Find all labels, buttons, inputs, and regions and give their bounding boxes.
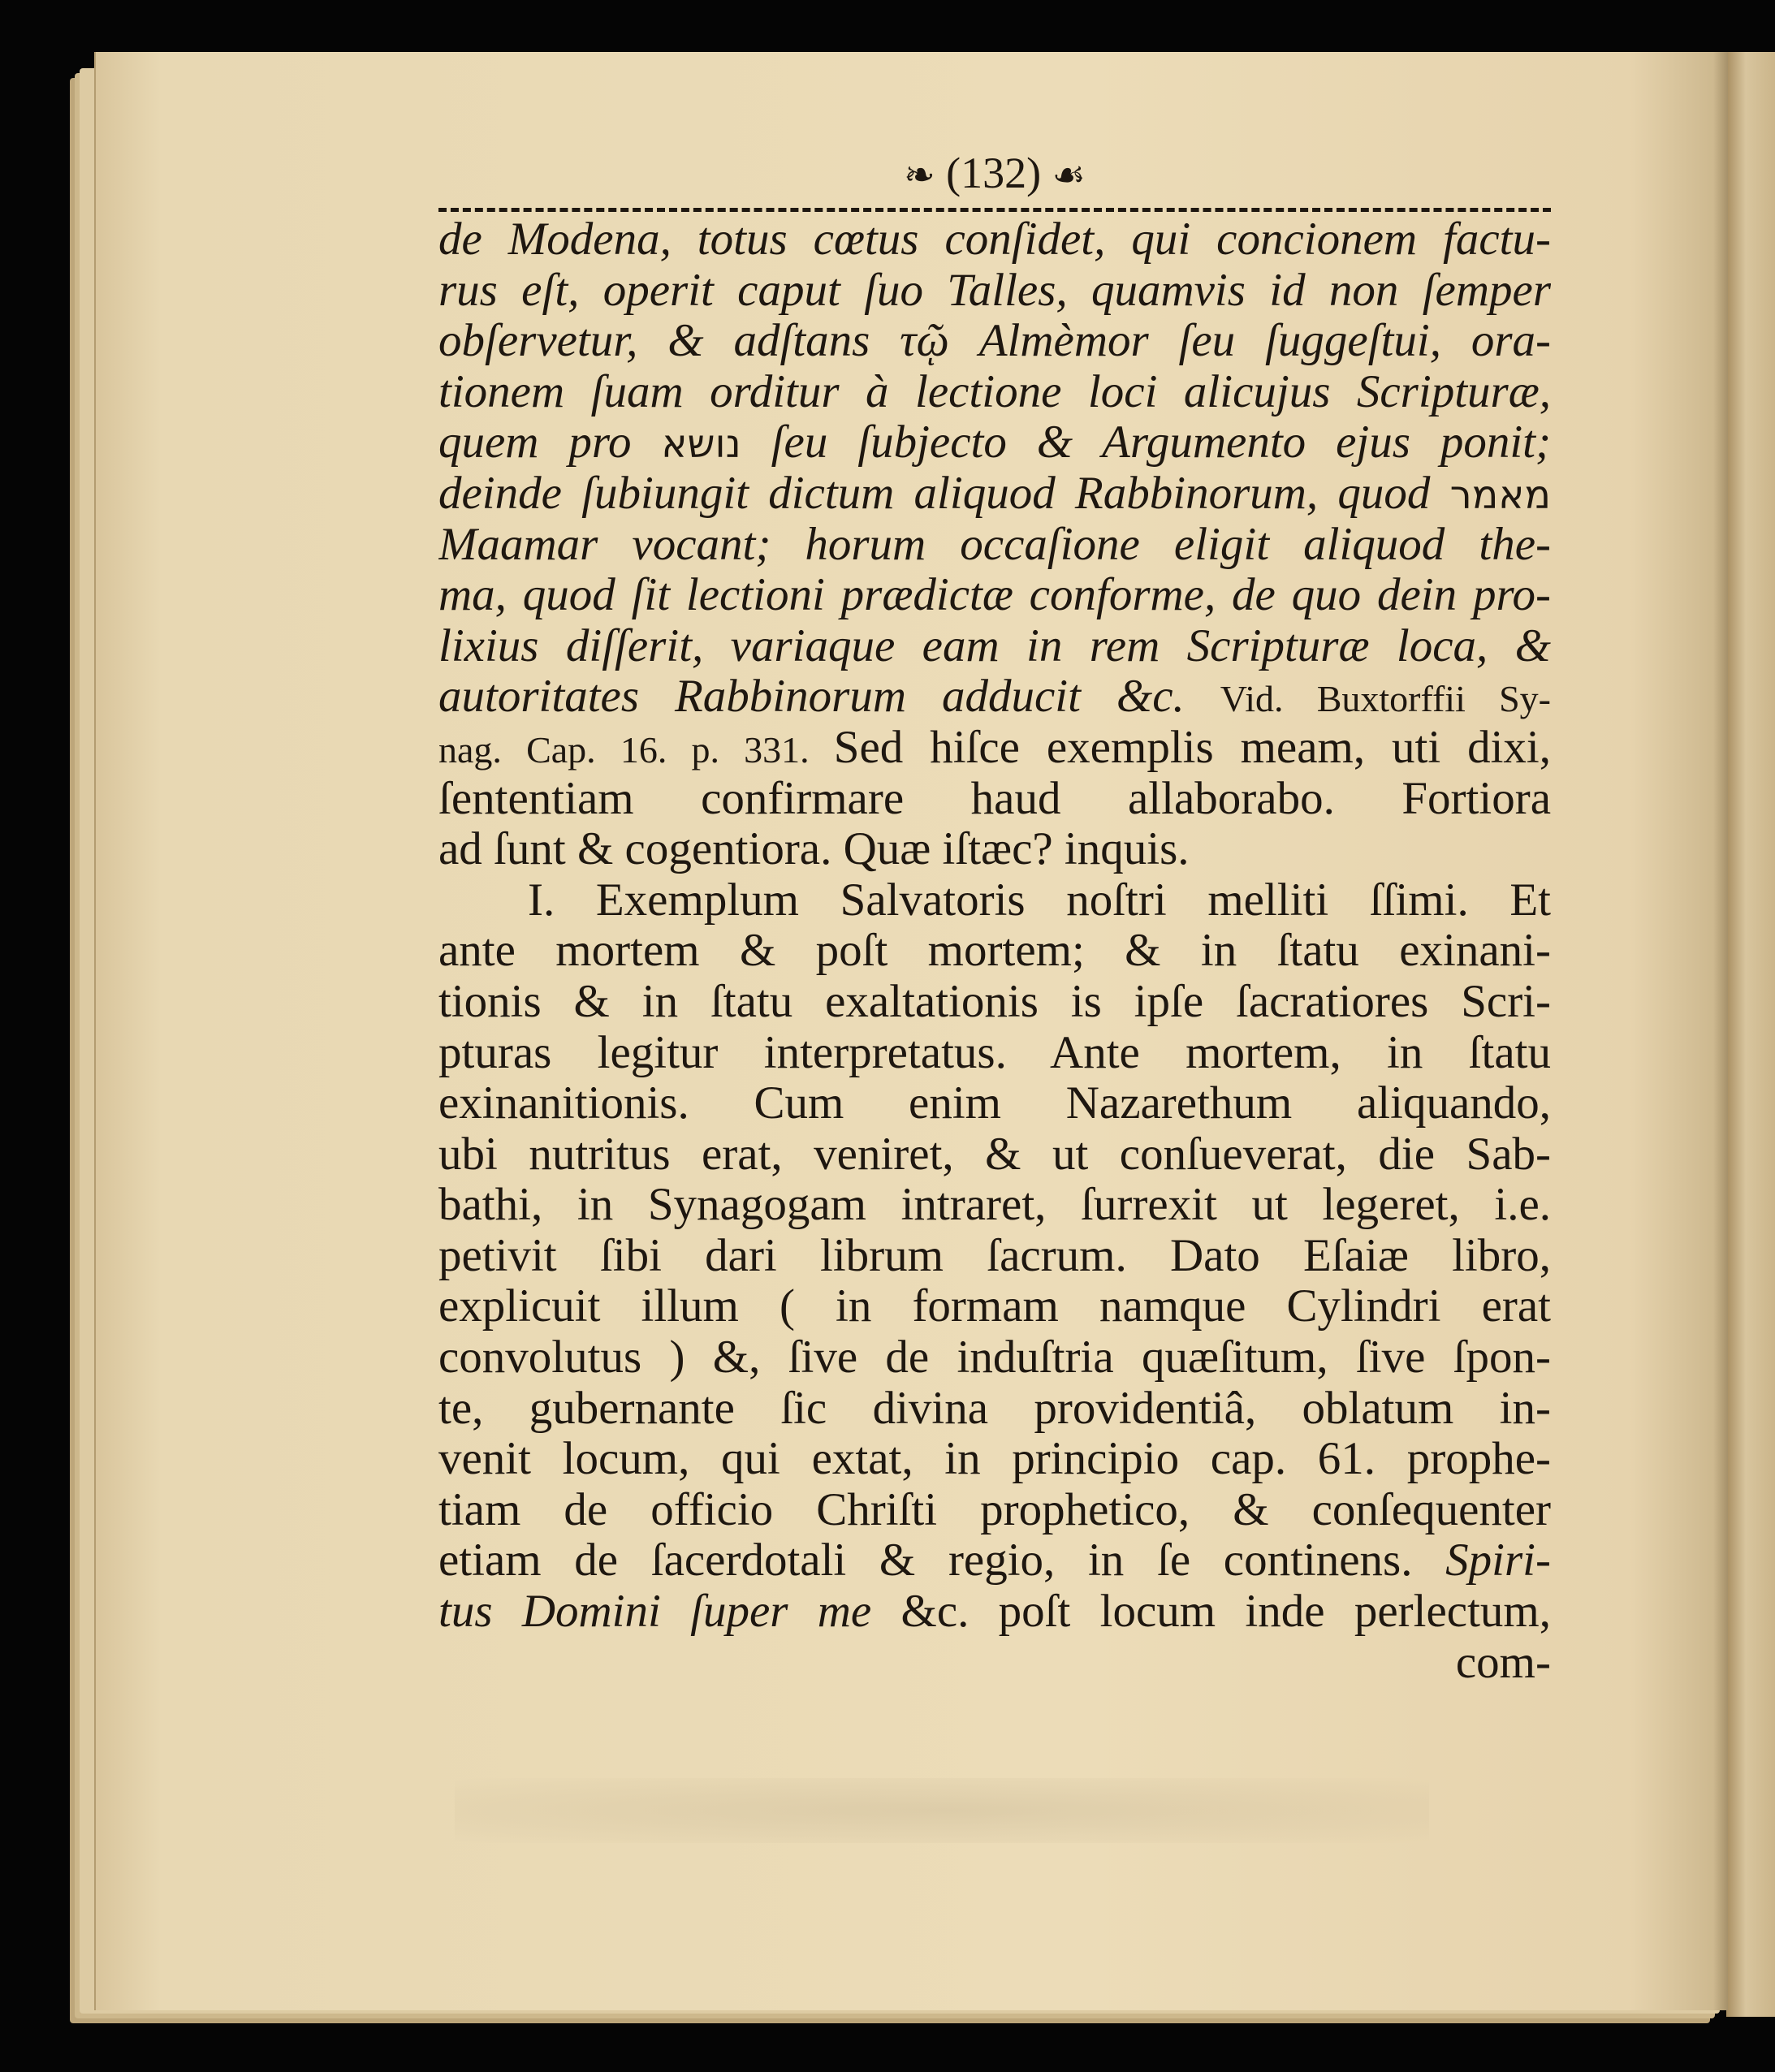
- text-line-13: ad ſunt & cogentiora. Quæ iſtæc? inquis.: [438, 824, 1190, 875]
- text-line-9: lixius diſſerit, variaque eam in rem Scripturæ loca, &: [438, 620, 1551, 671]
- header-rule: [438, 208, 1551, 212]
- text-line-21: petivit ſibi dari librum ſacrum. Dato Eſaiæ libro,: [438, 1230, 1551, 1281]
- page-number: (132): [946, 149, 1042, 197]
- ornament-right-icon: ☙: [1052, 154, 1086, 196]
- text-line-22: explicuit illum ( in formam namque Cylindri erat: [438, 1281, 1551, 1332]
- text-line-1: de Modena, totus cœtus conſidet, qui concionem factu-: [438, 214, 1551, 265]
- text-line-11-b: Sed hiſce exemplis meam, uti dixi,: [833, 722, 1551, 773]
- text-line-6-a: deinde ſubiungit dictum aliquod Rabbinorum, quod: [438, 468, 1450, 519]
- text-line-28-a: tus Domini ſuper me: [438, 1586, 901, 1638]
- text-line-19: ubi nutritus erat, veniret, & ut conſueverat, die Sab-: [438, 1129, 1551, 1180]
- adjacent-page-edge: [1726, 52, 1775, 2017]
- text-line-28: [438, 1586, 1551, 1638]
- text-line-18: exinanitionis. Cum enim Nazarethum aliquando,: [438, 1078, 1551, 1129]
- text-line-28-b: &c. poſt locum inde perlectum,: [900, 1586, 1551, 1638]
- text-line-25: venit locum, qui extat, in principio cap. 61. prophe-: [438, 1434, 1551, 1485]
- text-line-7: Maamar vocant; horum occaſione eligit aliquod the-: [438, 519, 1551, 570]
- text-line-10-b: Vid. Buxtorffii Sy-: [1220, 678, 1551, 720]
- show-through-shadow: [455, 1778, 1429, 1843]
- text-line-4: tionem ſuam orditur à lectione loci alicujus Scripturæ,: [438, 366, 1551, 417]
- ornament-left-icon: ❧: [904, 154, 935, 196]
- text-line-10: [438, 671, 1551, 723]
- text-line-11-a: nag. Cap. 16. p. 331.: [438, 728, 834, 771]
- page-header: [438, 145, 1551, 201]
- text-line-10-a: autoritates Rabbinorum adducit &c.: [438, 671, 1220, 723]
- text-line-27-a: etiam de ſacerdotali & regio, in ſe continens.: [438, 1535, 1446, 1586]
- text-line-23: convolutus ) &, ſive de induſtria quæſitum, ſive ſpon-: [438, 1332, 1551, 1383]
- hebrew-word-nose: נושא: [661, 421, 741, 468]
- hebrew-word-maamar: מאמר: [1449, 472, 1551, 518]
- text-line-17: pturas legitur interpretatus. Ante mortem, in ſtatu: [438, 1027, 1551, 1078]
- text-line-14: I. Exemplum Salvatoris noſtri melliti ſſimi. Et: [528, 874, 1551, 926]
- text-line-11: [438, 723, 1551, 774]
- text-line-16: tionis & in ſtatu exaltationis is ipſe ſacratiores Scri-: [438, 976, 1551, 1027]
- text-line-27-b: Spiri-: [1445, 1535, 1551, 1586]
- text-line-12: ſententiam confirmare haud allaborabo. Fortiora: [438, 773, 1551, 824]
- text-line-5-b: ſeu ſubjecto & Argumento ejus ponit;: [741, 417, 1551, 468]
- text-line-8: ma, quod ſit lectioni prædictæ conforme, de quo dein pro-: [438, 570, 1551, 621]
- text-line-5: [438, 417, 1551, 468]
- body-text: [438, 214, 1551, 1688]
- text-line-5-a: quem pro: [438, 417, 662, 468]
- text-line-27: [438, 1535, 1551, 1586]
- text-line-20: bathi, in Synagogam intraret, ſurrexit ut legeret, i.e.: [438, 1180, 1551, 1231]
- text-line-3: obſervetur, & adſtans τῷ Almèmor ſeu ſuggeſtui, ora-: [438, 316, 1551, 367]
- text-line-15: ante mortem & poſt mortem; & in ſtatu exinani-: [438, 926, 1551, 977]
- text-line-26: tiam de officio Chriſti prophetico, & conſequenter: [438, 1484, 1551, 1535]
- catchword: com-: [1455, 1637, 1551, 1688]
- text-line-24: te, gubernante ſic divina providentiâ, oblatum in-: [438, 1383, 1551, 1434]
- text-line-6: [438, 468, 1551, 520]
- text-line-2: rus eſt, operit caput ſuo Talles, quamvis id non ſemper: [438, 265, 1551, 316]
